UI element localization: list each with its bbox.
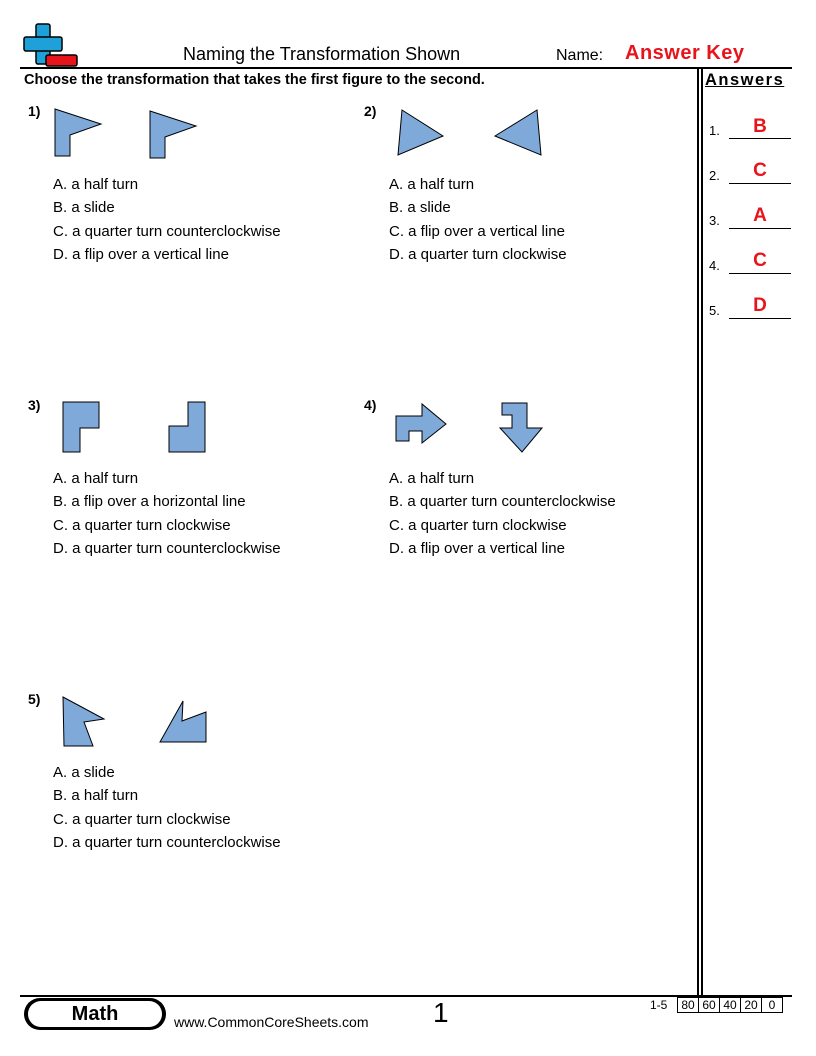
problem-1-number: 1) <box>28 103 41 119</box>
score-table <box>677 997 783 1013</box>
problem-1-choice-d[interactable]: D. a flip over a vertical line <box>53 245 229 263</box>
answer-5-value[interactable]: D <box>753 295 767 316</box>
problem-2-choice-d[interactable]: D. a quarter turn clockwise <box>389 245 567 263</box>
problem-3-choice-d[interactable]: D. a quarter turn counterclockwise <box>53 539 281 557</box>
score-cell: 0 <box>762 998 783 1013</box>
score-range-label: 1-5 <box>650 998 668 1012</box>
problem-5-choices <box>53 761 281 854</box>
problem-5-figure-transformed <box>0 0 1 1</box>
score-cell: 40 <box>720 998 741 1013</box>
name-label: Name: <box>556 47 604 64</box>
score-cell: 60 <box>699 998 720 1013</box>
answer-1-label: 1. <box>709 123 720 138</box>
problem-1-choices <box>53 173 281 266</box>
problem-3-choice-b[interactable]: B. a flip over a horizontal line <box>53 493 246 511</box>
problem-4-choices <box>389 467 616 560</box>
problem-5-choice-b[interactable]: B. a half turn <box>53 787 139 805</box>
logo-icon <box>22 24 80 68</box>
page-number: 1 <box>433 997 449 1028</box>
answer-4-value[interactable]: C <box>753 250 767 271</box>
worksheet-title: Naming the Transformation Shown <box>183 44 461 64</box>
answer-3-line <box>729 228 791 229</box>
problem-2-number: 2) <box>364 103 377 119</box>
problem-2-choice-c[interactable]: C. a flip over a vertical line <box>389 222 565 240</box>
answer-1-value[interactable]: B <box>753 116 767 137</box>
problem-2-choices <box>389 173 567 266</box>
answers-divider-inner <box>701 67 703 996</box>
answer-3-label: 3. <box>709 213 720 228</box>
problem-1-choice-a[interactable]: A. a half turn <box>53 176 139 193</box>
top-divider <box>20 67 792 69</box>
answer-4-line <box>729 273 791 274</box>
problem-1-choice-b[interactable]: B. a slide <box>53 199 115 217</box>
problem-3-number: 3) <box>28 397 41 413</box>
problem-3-choice-c[interactable]: C. a quarter turn clockwise <box>53 516 231 534</box>
problem-4-choice-c[interactable]: C. a quarter turn clockwise <box>389 516 567 534</box>
problem-4-number: 4) <box>364 397 377 413</box>
answer-2-label: 2. <box>709 168 720 183</box>
problem-5-number: 5) <box>28 691 41 707</box>
problem-2-choice-a[interactable]: A. a half turn <box>389 176 475 193</box>
problem-4-choice-d[interactable]: D. a flip over a vertical line <box>389 539 565 557</box>
answer-1-line <box>729 138 791 139</box>
answer-4-label: 4. <box>709 258 720 273</box>
problem-4-choice-b[interactable]: B. a quarter turn counterclockwise <box>389 493 616 511</box>
answer-key-label: Answer Key <box>625 42 745 64</box>
score-cell: 20 <box>741 998 762 1013</box>
problem-3-choice-a[interactable]: A. a half turn <box>53 470 139 487</box>
problem-2-choice-b[interactable]: B. a slide <box>389 199 451 217</box>
problem-1-choice-c[interactable]: C. a quarter turn counterclockwise <box>53 222 281 240</box>
subject-badge <box>24 998 166 1030</box>
subject-label: Math <box>28 1001 162 1027</box>
answers-heading: Answers <box>705 71 785 89</box>
problem-5-choice-d[interactable]: D. a quarter turn counterclockwise <box>53 833 281 851</box>
answer-2-line <box>729 183 791 184</box>
website-link[interactable]: www.CommonCoreSheets.com <box>174 1014 369 1030</box>
instructions: Choose the transformation that takes the first figure to the second. <box>24 72 485 88</box>
problem-3-choices <box>53 467 281 560</box>
score-cell: 80 <box>678 998 699 1013</box>
answer-5-label: 5. <box>709 303 720 318</box>
answer-2-value[interactable]: C <box>753 160 767 181</box>
answers-divider <box>697 67 699 996</box>
problem-4-choice-a[interactable]: A. a half turn <box>389 470 475 487</box>
problem-5-choice-a[interactable]: A. a slide <box>53 764 115 781</box>
answer-3-value[interactable]: A <box>753 205 767 226</box>
problem-5-choice-c[interactable]: C. a quarter turn clockwise <box>53 810 231 828</box>
answer-5-line <box>729 318 791 319</box>
